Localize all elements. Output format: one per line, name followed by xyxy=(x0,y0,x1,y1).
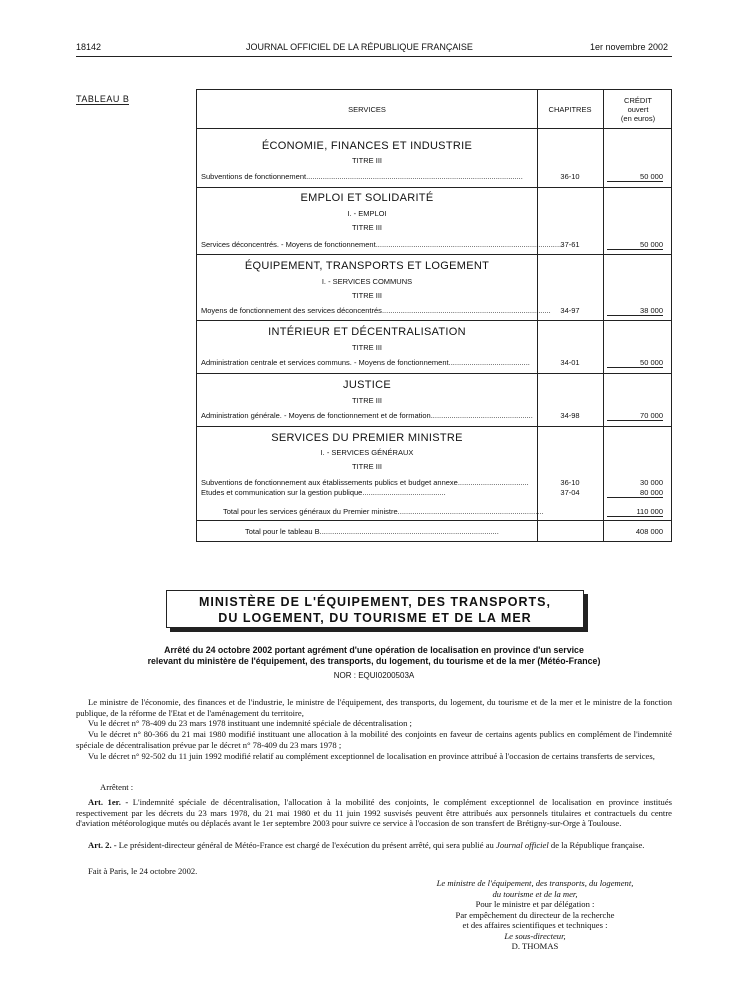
row-chapitre: 36-10 xyxy=(560,172,580,181)
section-title: JUSTICE xyxy=(343,379,391,391)
signatory-name: D. THOMAS xyxy=(511,941,559,951)
section-title: ÉQUIPEMENT, TRANSPORTS ET LOGEMENT xyxy=(244,260,490,272)
row-amount: 80 000 xyxy=(607,488,663,498)
article-1-text: L'indemnité spéciale de décentralisation, l'allocation à la mobilité des conjoints, le complément exceptionnel de localisation en province institués respectivement par les décrets du 23 mars 1978, du 21 mai 1980 et du 11 juin 1992 susvisés peuvent être attribués aux personnels titulaires et contractuels du centre d'aviation météorologique mutés ou déplacés avant le 1er septembre 2003 pour suivre ce service à l'occasion de son transfert de Brétigny-sur-Orge à Toulouse. xyxy=(76,797,672,828)
section-sub: TITRE III xyxy=(352,343,382,352)
page-number: 18142 xyxy=(76,42,102,52)
section-sub: TITRE III xyxy=(352,396,382,405)
row-label: Services déconcentrés. - Moyens de fonctionnement.......................................................................................... xyxy=(201,240,564,249)
col-header-chapitres: CHAPITRES xyxy=(548,105,592,114)
subtotal-label: Total pour les services généraux du Premier ministre...................................................................... xyxy=(223,507,544,516)
row-amount: 50 000 xyxy=(607,358,663,368)
row-amount: 38 000 xyxy=(607,306,663,316)
header-rule xyxy=(76,56,672,57)
table-label: TABLEAU B xyxy=(76,94,130,104)
total-amount: 408 000 xyxy=(635,527,663,536)
article-2-label: Art. 2. - xyxy=(88,840,117,850)
row-amount: 50 000 xyxy=(607,240,663,250)
arrete-title-line: Arrêté du 24 octobre 2002 portant agrément d'une opération de localisation en province d'un service xyxy=(164,645,584,655)
nor-reference: NOR : EQUI0200503A xyxy=(333,671,415,680)
section-title: ÉCONOMIE, FINANCES ET INDUSTRIE xyxy=(261,140,473,152)
row-chapitre: 37-04 xyxy=(560,488,580,497)
row-label: Administration générale. - Moyens de fonctionnement et de formation................................................. xyxy=(201,411,533,420)
row-chapitre: 37-61 xyxy=(560,240,580,249)
section-title: EMPLOI ET SOLIDARITÉ xyxy=(300,192,434,204)
ministry-heading xyxy=(166,590,584,628)
col-header-credit-line: CRÉDIT xyxy=(624,96,652,105)
section-sub: TITRE III xyxy=(352,291,382,300)
section-sub: TITRE III xyxy=(352,462,382,471)
col-header-services: SERVICES xyxy=(348,105,386,114)
row-label: Subventions de fonctionnement........................................................................................................ xyxy=(201,172,523,181)
row-label: Subventions de fonctionnement aux établissements publics et budget annexe.................................. xyxy=(201,478,529,487)
row-chapitre: 34-97 xyxy=(560,306,580,315)
section-title: INTÉRIEUR ET DÉCENTRALISATION xyxy=(268,326,466,338)
signature-line: Le ministre de l'équipement, des transports, du logement, xyxy=(436,878,634,888)
signature-line: Le sous-directeur, xyxy=(504,930,566,941)
row-chapitre: 34-01 xyxy=(560,358,580,367)
article-2 xyxy=(76,840,672,851)
signature-line: et des affaires scientifiques et techniques : xyxy=(462,920,608,930)
ministry-line: DU LOGEMENT, DU TOURISME ET DE LA MER xyxy=(218,611,532,625)
preamble-paragraph: Le ministre de l'économie, des finances et de l'industrie, le ministre de l'équipement, des transports, du logement, du tourisme et de la mer et le ministre de la fonction publique, de la réforme de l'Etat et de l'aménagement du territoire, xyxy=(76,697,672,718)
row-label: Moyens de fonctionnement des services déconcentrés................................................................................. xyxy=(201,306,551,315)
row-amount: 50 000 xyxy=(607,172,663,182)
col-header-credit xyxy=(603,96,673,123)
article-2-text-start: Le président-directeur général de Météo-France est chargé de l'exécution du présent arrêté, qui sera publié au xyxy=(118,840,496,850)
signature-block xyxy=(400,878,670,952)
article-2-text-end: de la République française. xyxy=(548,840,645,850)
section-sub: TITRE III xyxy=(352,156,382,165)
arretent: Arrêtent : xyxy=(100,782,134,792)
article-1 xyxy=(76,797,672,829)
section-title: SERVICES DU PREMIER MINISTRE xyxy=(271,432,463,444)
signature-line: du tourisme et de la mer, xyxy=(492,888,578,899)
row-label: Etudes et communication sur la gestion publique........................................ xyxy=(201,488,446,497)
subtotal-amount: 110 000 xyxy=(607,507,663,517)
arrete-title-line: relevant du ministère de l'équipement, des transports, du logement, du tourisme et de la mer (Météo-France) xyxy=(147,656,601,666)
total-label: Total pour le tableau B...................................................................................... xyxy=(245,527,499,536)
fait-a-paris: Fait à Paris, le 24 octobre 2002. xyxy=(88,866,198,876)
section-sub: I. - SERVICES COMMUNS xyxy=(321,277,413,286)
row-chapitre: 34-98 xyxy=(560,411,580,420)
section-sub: I. - SERVICES GÉNÉRAUX xyxy=(320,448,414,457)
signature-line: Par empêchement du directeur de la recherche xyxy=(455,909,615,920)
article-1-label: Art. 1er. - xyxy=(88,797,129,807)
signature-line: Pour le ministre et par délégation : xyxy=(475,899,595,909)
issue-date: 1er novembre 2002 xyxy=(590,42,669,52)
section-sub: TITRE III xyxy=(352,223,382,232)
arrete-title xyxy=(76,645,672,667)
row-label: Administration centrale et services communs. - Moyens de fonctionnement....................................... xyxy=(201,358,530,367)
credits-table xyxy=(196,89,672,542)
row-amount: 30 000 xyxy=(640,478,663,487)
visa-paragraph: Vu le décret n° 80-366 du 21 mai 1980 modifié instituant une allocation à la mobilité des conjoints en faveur de certains agents publics en complément de l'indemnité spéciale de décentralisation prévue par le décret n° 78-409 du 23 mars 1978 ; xyxy=(76,729,672,750)
section-sub: I. - EMPLOI xyxy=(347,209,387,218)
journal-title: JOURNAL OFFICIEL DE LA RÉPUBLIQUE FRANÇAISE xyxy=(246,42,473,52)
ministry-line: MINISTÈRE DE L'ÉQUIPEMENT, DES TRANSPORTS, xyxy=(199,595,551,609)
visa-paragraph: Vu le décret n° 78-409 du 23 mars 1978 instituant une indemnité spéciale de décentralisation ; xyxy=(88,718,412,728)
visa-paragraph: Vu le décret n° 92-502 du 11 juin 1992 modifié relatif au complément exceptionnel de localisation en province attribué à l'occasion de certains transferts de services, xyxy=(88,751,655,761)
row-amount: 70 000 xyxy=(607,411,663,421)
col-header-credit-line: ouvert xyxy=(627,105,649,114)
row-chapitre: 36-10 xyxy=(560,478,580,487)
col-header-credit-line: (en euros) xyxy=(620,114,656,123)
journal-officiel-italic: Journal officiel xyxy=(496,840,549,850)
